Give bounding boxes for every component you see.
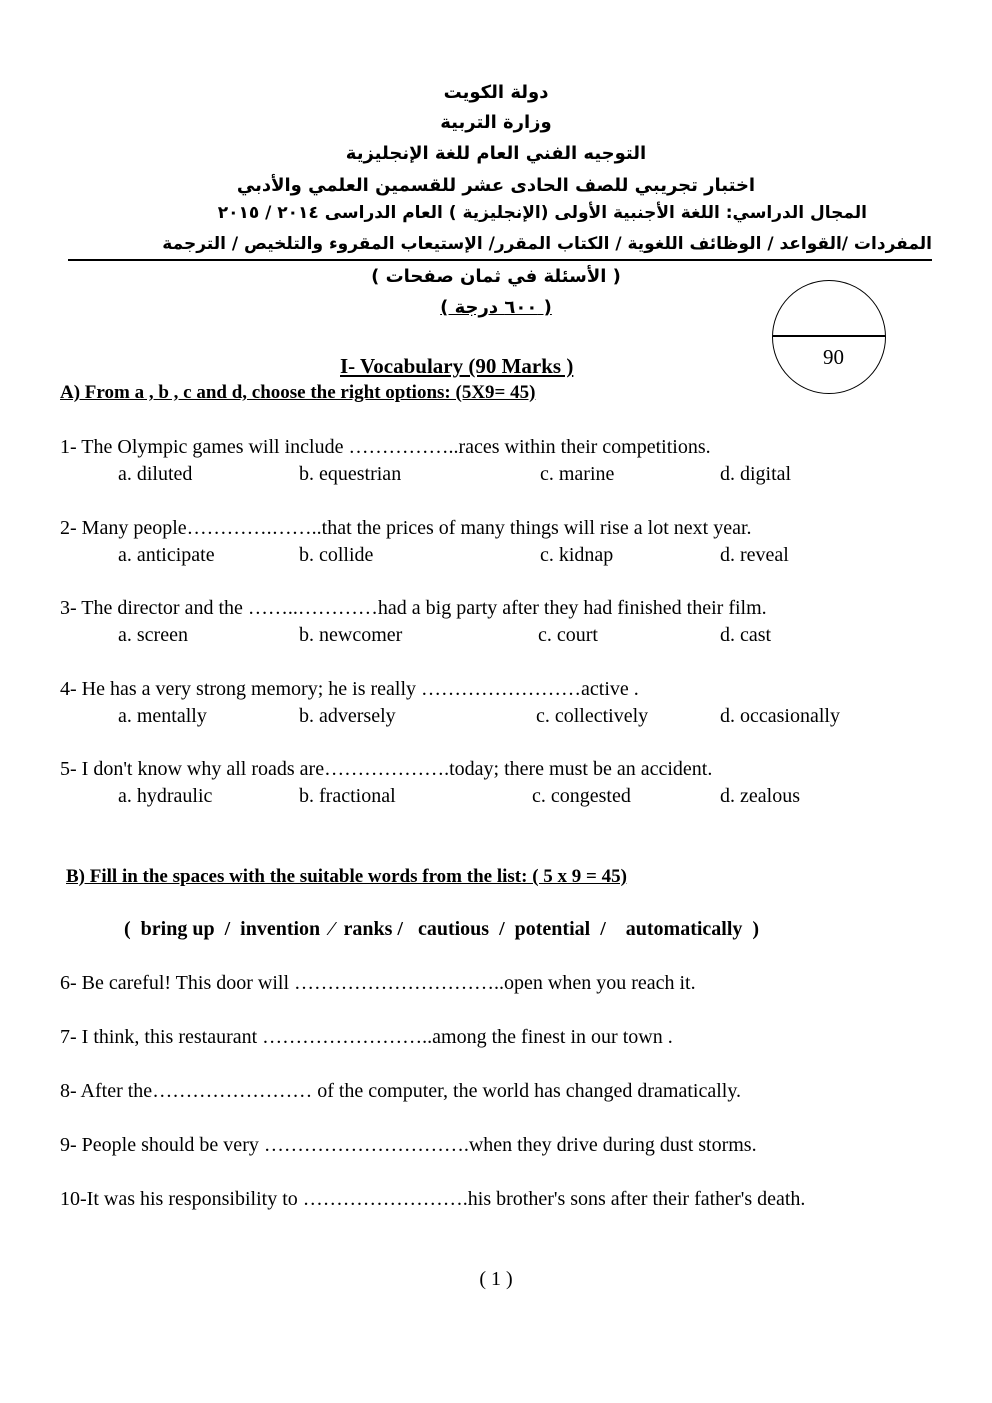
word-list: ( bring up / invention ⁄ ranks / cautious / potential / automatically ) xyxy=(124,918,760,940)
option-2d: d. reveal xyxy=(720,544,789,566)
option-1d: d. digital xyxy=(720,463,792,485)
option-3b: b. newcomer xyxy=(299,624,403,646)
option-5a: a. hydraulic xyxy=(118,785,213,807)
section-title: I- Vocabulary (90 Marks ) xyxy=(340,354,574,378)
header-subject-line: المجال الدراسي: اللغة الأجنبية الأولى (الإنجليزية ) العام الدراسى ٢٠١٤ / ٢٠١٥ xyxy=(217,203,867,223)
option-3a: a. screen xyxy=(118,624,188,646)
option-3d: d. cast xyxy=(720,624,772,646)
question-10: 10-It was his responsibility to …………………….his brother's sons after their father's death. xyxy=(60,1188,806,1210)
part-b-title: B) Fill in the spaces with the suitable words from the list: ( 5 x 9 = 45) xyxy=(66,866,627,887)
option-5b: b. fractional xyxy=(299,785,396,807)
question-4: 4- He has a very strong memory; he is really ……………………active . xyxy=(60,678,639,700)
question-3: 3- The director and the ……..…………had a big party after they had finished their film. xyxy=(60,597,767,619)
option-2a: a. anticipate xyxy=(118,544,215,566)
header-country: دولة الكويت xyxy=(443,82,549,103)
header-department: التوجيه الفني العام للغة الإنجليزية xyxy=(345,143,647,164)
question-1: 1- The Olympic games will include ……………..races within their competitions. xyxy=(60,436,711,458)
header-pages-note: ( الأسئلة في ثمان صفحات ) xyxy=(371,266,621,287)
question-6: 6- Be careful! This door will …………………………..open when you reach it. xyxy=(60,972,696,994)
option-4d: d. occasionally xyxy=(720,705,840,727)
option-4c: c. collectively xyxy=(536,705,649,727)
option-5c: c. congested xyxy=(532,785,631,807)
part-a-title: A) From a , b , c and d, choose the right options: (5X9= 45) xyxy=(60,382,536,403)
option-2b: b. collide xyxy=(299,544,374,566)
score-divider xyxy=(773,335,885,337)
header-underline xyxy=(68,259,932,261)
option-1c: c. marine xyxy=(540,463,615,485)
option-1b: b. equestrian xyxy=(299,463,402,485)
question-8: 8- After the…………………… of the computer, the world has changed dramatically. xyxy=(60,1080,742,1102)
header-exam-title: اختبار تجريبي للصف الحادى عشر للقسمين العلمي والأدبي xyxy=(236,175,756,196)
score-value: 90 xyxy=(823,345,844,369)
header-total-marks: ( ٦٠٠ درجة ) xyxy=(440,297,552,318)
option-2c: c. kidnap xyxy=(540,544,614,566)
header-sections-line: المفردات /القواعد / الوظائف اللغوية / الكتاب المقرر/ الإستيعاب المقروء والتلخيص / الترجمة xyxy=(162,234,932,254)
question-9: 9- People should be very ………………………….when they drive during dust storms. xyxy=(60,1134,757,1156)
option-4a: a. mentally xyxy=(118,705,207,727)
option-3c: c. court xyxy=(538,624,598,646)
option-5d: d. zealous xyxy=(720,785,800,807)
option-4b: b. adversely xyxy=(299,705,396,727)
question-5: 5- I don't know why all roads are……………….today; there must be an accident. xyxy=(60,758,713,780)
question-7: 7- I think, this restaurant ……………………..among the finest in our town . xyxy=(60,1026,673,1048)
score-circle xyxy=(772,280,886,394)
question-2: 2- Many people………….……..that the prices of many things will rise a lot next year. xyxy=(60,517,752,539)
header-ministry: وزارة التربية xyxy=(440,112,552,133)
page-number: ( 1 ) xyxy=(479,1268,513,1290)
option-1a: a. diluted xyxy=(118,463,193,485)
